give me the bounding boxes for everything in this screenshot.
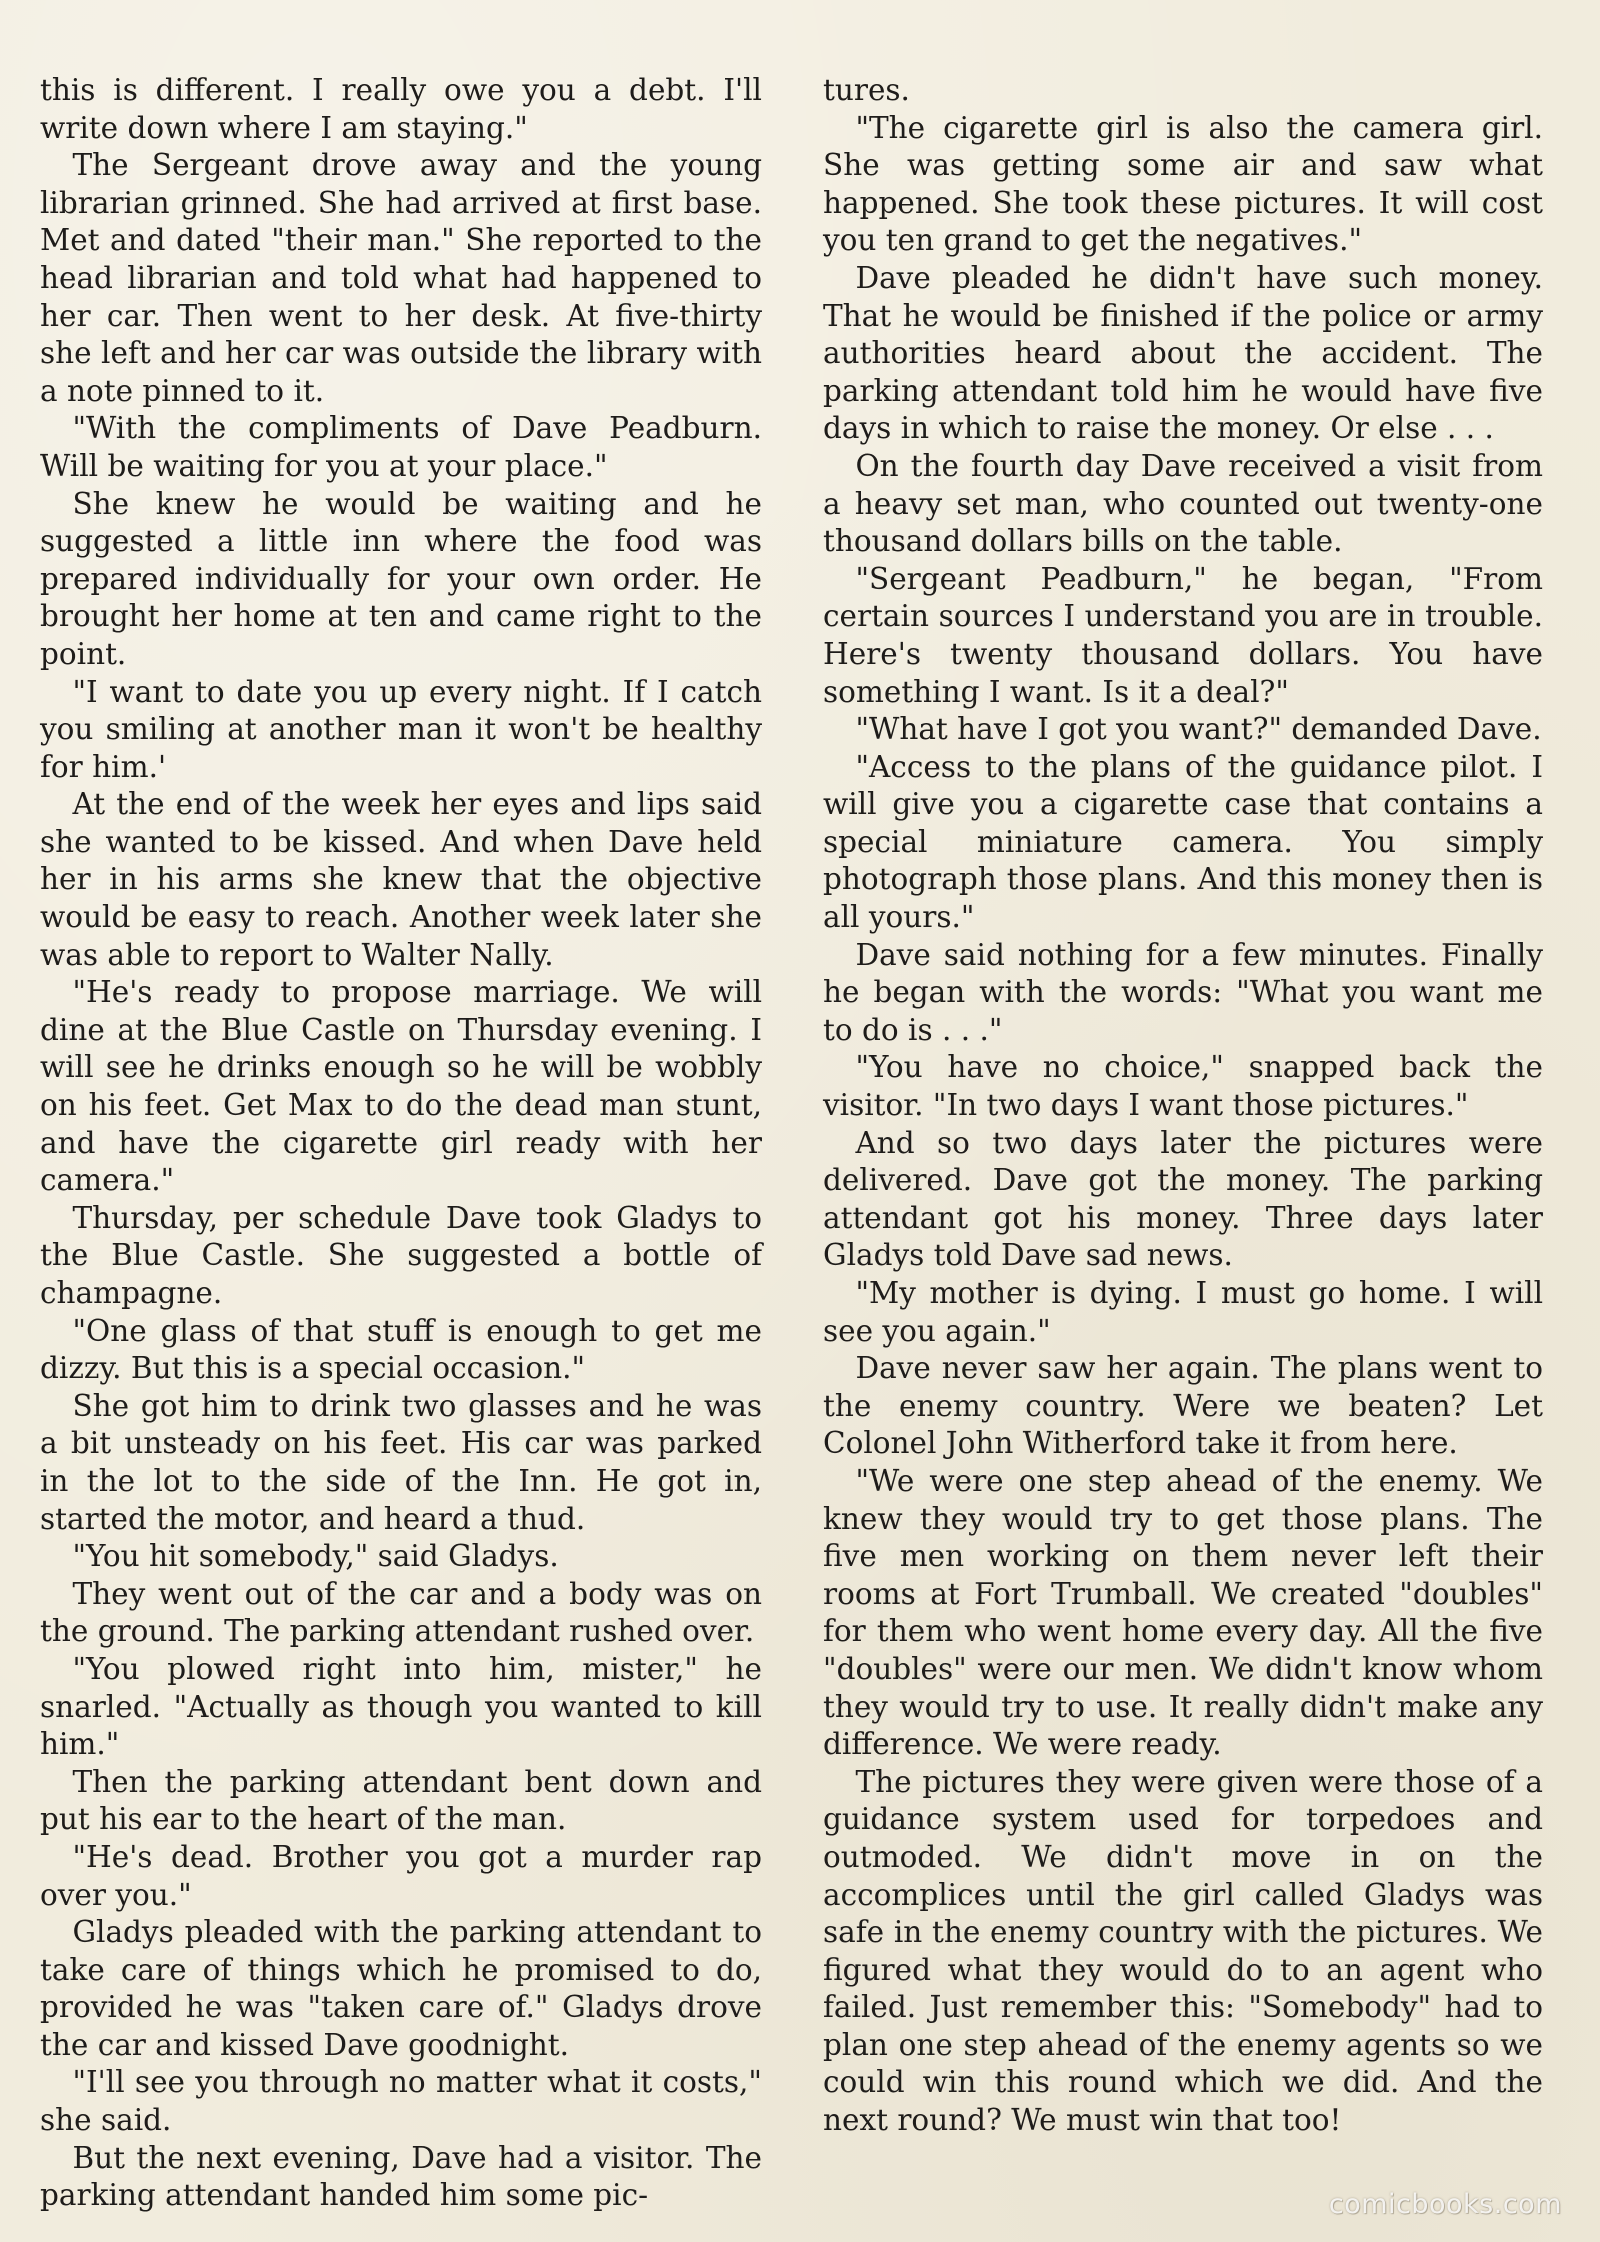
left-column bbox=[40, 72, 762, 2215]
paragraph: "Access to the plans of the guidance pilot. I will give you a cigarette case that contains a special miniature camera. You simply photograph those plans. And this money then is all yours." bbox=[823, 749, 1543, 935]
paragraph: At the end of the week her eyes and lips said she wanted to be kissed. And when Dave held her in his arms she knew that the objective would be easy to reach. Another week later she was able to report to Walter Nally. bbox=[40, 787, 762, 972]
paragraph: "We were one step ahead of the enemy. We knew they would try to get those plans. The five men working on them never left their rooms at Fort Trumball. We created "doubles" for them who went home every day. All the five "doubles" were our men. We didn't know whom they would try to use. It really didn't make any difference. We were ready. bbox=[823, 1463, 1543, 1762]
paragraph: Thursday, per schedule Dave took Gladys to the Blue Castle. She suggested a bottle of champagne. bbox=[40, 1200, 762, 1310]
paragraph: "He's dead. Brother you got a murder rap over you." bbox=[40, 1839, 762, 1912]
paragraph: Dave never saw her again. The plans went to the enemy country. Were we beaten? Let Colonel John Witherford take it from here. bbox=[823, 1351, 1543, 1461]
paragraph: Dave said nothing for a few minutes. Finally he began with the words: "What you want me to do is . . ." bbox=[823, 937, 1543, 1047]
paragraph: Dave pleaded he didn't have such money. That he would be finished if the police or army authorities heard about the accident. The parking attendant told him he would have five days in which to raise the money. Or else . . . bbox=[823, 260, 1543, 446]
paragraph: The pictures they were given were those of a guidance system used for torpedoes and outmoded. We didn't move in on the accomplices until the girl called Gladys was safe in the enemy country with the pictures. We figured what they would do to an agent who failed. Just remember this: "Somebody" had to plan one step ahead of the enemy agents so we could win this round which we did. And the next round? We must win that too! bbox=[823, 1764, 1543, 2138]
paragraph: this is different. I really owe you a debt. I'll write down where I am staying." bbox=[40, 73, 762, 145]
paragraph: And so two days later the pictures were delivered. Dave got the money. The parking attendant got his money. Three days later Gladys told Dave sad news. bbox=[823, 1125, 1543, 1273]
paragraph: They went out of the car and a body was on the ground. The parking attendant rushed over. bbox=[40, 1576, 762, 1649]
paragraph: Gladys pleaded with the parking attendant to take care of things which he promised to do, provided he was "taken care of." Gladys drove the car and kissed Dave goodnight. bbox=[40, 1915, 762, 2062]
paragraph: "I'll see you through no matter what it costs," she said. bbox=[40, 2065, 762, 2138]
paragraph: "You plowed right into him, mister," he snarled. "Actually as though you wanted to kill him." bbox=[40, 1651, 762, 1762]
right-column bbox=[823, 72, 1543, 2140]
paragraph: "I want to date you up every night. If I catch you smiling at another man it won't be healthy for him.' bbox=[40, 674, 762, 784]
paragraph: She knew he would be waiting and he suggested a little inn where the food was prepared individually for your own order. He brought her home at ten and came right to the point. bbox=[40, 486, 762, 671]
paragraph: "The cigarette girl is also the camera girl. She was getting some air and saw what happened. She took these pictures. It will cost you ten grand to get the negatives." bbox=[823, 110, 1543, 258]
paragraph: On the fourth day Dave received a visit from a heavy set man, who counted out twenty-one thousand dollars bills on the table. bbox=[823, 448, 1543, 559]
paragraph: "You have no choice," snapped back the visitor. "In two days I want those pictures." bbox=[823, 1050, 1543, 1123]
site-watermark: comicbooks.com bbox=[1328, 2189, 1562, 2220]
paragraph: "He's ready to propose marriage. We will dine at the Blue Castle on Thursday evening. I will see he drinks enough so he will be wobbly on his feet. Get Max to do the dead man stunt, and have the cigarette girl ready with her camera." bbox=[40, 975, 762, 1198]
paragraph: But the next evening, Dave had a visitor. The parking attendant handed him some pic- bbox=[40, 2140, 762, 2213]
paragraph: "What have I got you want?" demanded Dave. bbox=[855, 712, 1542, 747]
paragraph: "My mother is dying. I must go home. I will see you again." bbox=[823, 1276, 1543, 1348]
paragraph: "You hit somebody," said Gladys. bbox=[72, 1539, 559, 1574]
paragraph: The Sergeant drove away and the young librarian grinned. She had arrived at first base. Met and dated "their man." She reported to the head librarian and told what had happened to her car. Then went to her desk. At five-thirty she left and her car was outside the library with a note pinned to it. bbox=[40, 148, 762, 408]
paragraph: "One glass of that stuff is enough to get me dizzy. But this is a special occasion." bbox=[40, 1313, 762, 1386]
paragraph: "With the compliments of Dave Peadburn. Will be waiting for you at your place." bbox=[40, 411, 762, 483]
paragraph: Then the parking attendant bent down and put his ear to the heart of the man. bbox=[40, 1764, 762, 1837]
paragraph: "Sergeant Peadburn," he began, "From certain sources I understand you are in trouble. Here's twenty thousand dollars. You have something I want. Is it a deal?" bbox=[823, 561, 1543, 709]
paragraph: She got him to drink two glasses and he was a bit unsteady on his feet. His car was parked in the lot to the side of the Inn. He got in, started the motor, and heard a thud. bbox=[40, 1388, 762, 1536]
paragraph: tures. bbox=[823, 73, 910, 107]
